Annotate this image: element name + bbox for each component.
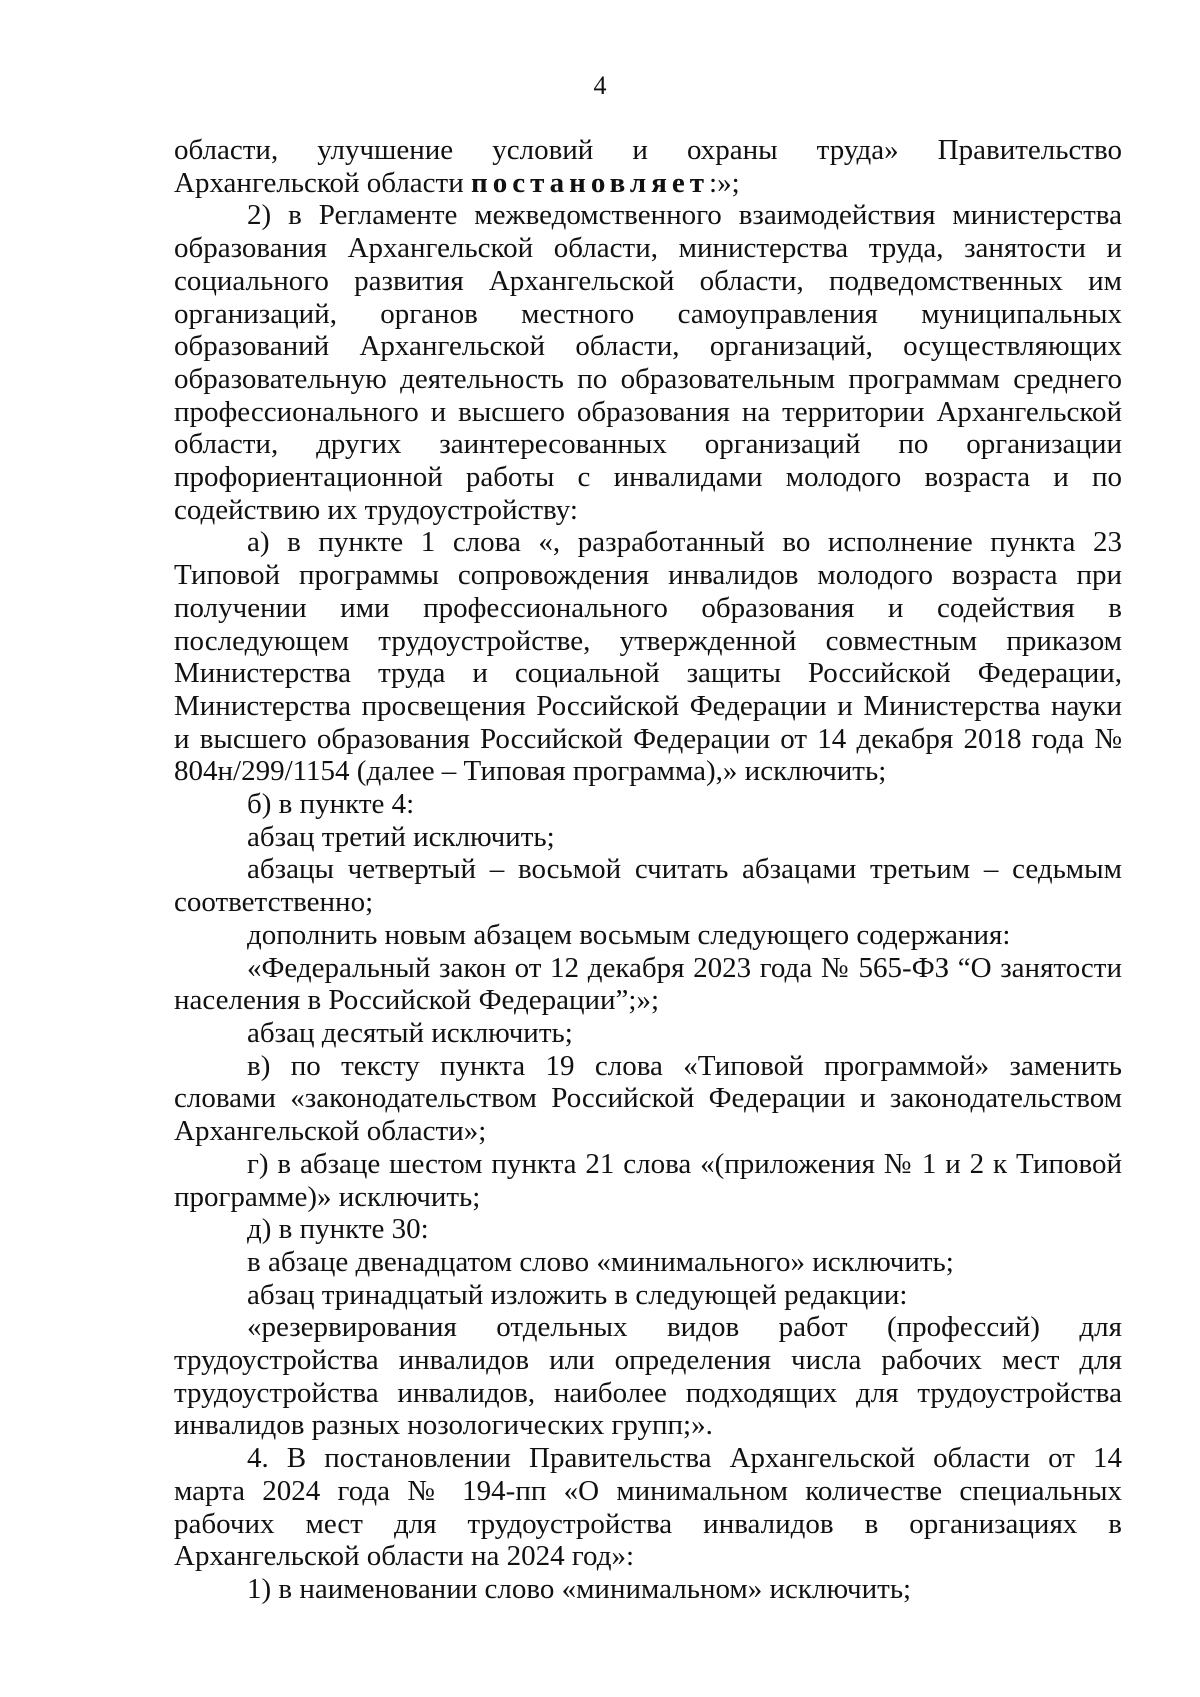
- paragraph-subitem-v: в) по тексту пункта 19 слова «Типовой программой» заменить словами «законодательством Российской Федерации и законодательством Архангельской области»;: [174, 1049, 1122, 1148]
- paragraph-item-2: 2) в Регламенте межведомственного взаимодействия министерства образования Архангельской области, министерства труда, занятости и социального развития Архангельской области, подведомственных им организаций, органов местного самоуправления муниципальных образований Архангельской области, организаций, осуществляющих образовательную деятельность по образовательным программам среднего профессионального и высшего образования на территории Архангельской области, других заинтересованных организаций по организации профориентационной работы с инвалидами молодого возраста и по содействию их трудоустройству:: [174, 199, 1122, 526]
- paragraph-text: дополнить новым абзацем восьмым следующего содержания:: [247, 918, 1011, 951]
- paragraph-text: в абзаце двенадцатом слово «минимального» исключить;: [247, 1245, 954, 1278]
- page-number: 4: [593, 71, 607, 100]
- paragraph-text: абзац тринадцатый изложить в следующей редакции:: [247, 1278, 908, 1311]
- paragraph-text: абзац третий исключить;: [247, 820, 555, 853]
- paragraph-subitem-g: г) в абзаце шестом пункта 21 слова «(приложения № 1 и 2 к Типовой программе)» исключить;: [174, 1147, 1122, 1213]
- paragraph-continuation: [174, 134, 1122, 199]
- paragraph-subitem-d: д) в пункте 30:: [247, 1213, 429, 1246]
- paragraph-subitem-a: а) в пункте 1 слова «, разработанный во исполнение пункта 23 Типовой программы сопровождения инвалидов молодого возраста при получении ими профессионального образования и содействия в последующем трудоустройстве, утвержденной совместным приказом Министерства труда и социальной защиты Российской Федерации, Министерства просвещения Российской Федерации и Министерства науки и высшего образования Российской Федерации от 14 декабря 2018 года № 804н/299/1154 (далее – Типовая программа),» исключить;: [174, 526, 1122, 788]
- paragraph-quote: «Федеральный закон от 12 декабря 2023 года № 565-ФЗ “О занятости населения в Российской Федерации”;»;: [174, 951, 1122, 1017]
- paragraph-quote: «резервирования отдельных видов работ (профессий) для трудоустройства инвалидов или определения числа рабочих мест для трудоустройства инвалидов, наиболее подходящих для трудоустройства инвалидов разных нозологических групп;».: [174, 1311, 1122, 1442]
- paragraph-text-end: :»;: [709, 166, 740, 199]
- resolves-keyword: постановляет: [470, 166, 710, 199]
- paragraph-text: абзац десятый исключить;: [247, 1016, 573, 1049]
- paragraph-text: области, улучшение условий и охраны труда» Правительство Архангельской области: [174, 134, 1122, 199]
- paragraph-item-4: 4. В постановлении Правительства Архангельской области от 14 марта 2024 года № 194-пп «О минимальном количестве специальных рабочих мест для трудоустройства инвалидов в организациях в Архангельской области на 2024 год»:: [174, 1442, 1122, 1573]
- paragraph-text: абзацы четвертый – восьмой считать абзацами третьим – седьмым соответственно;: [174, 853, 1122, 919]
- paragraph-subitem-b: б) в пункте 4:: [247, 788, 415, 821]
- paragraph-subitem-1: 1) в наименовании слово «минимальном» исключить;: [247, 1572, 912, 1605]
- document-body: [174, 134, 1122, 1606]
